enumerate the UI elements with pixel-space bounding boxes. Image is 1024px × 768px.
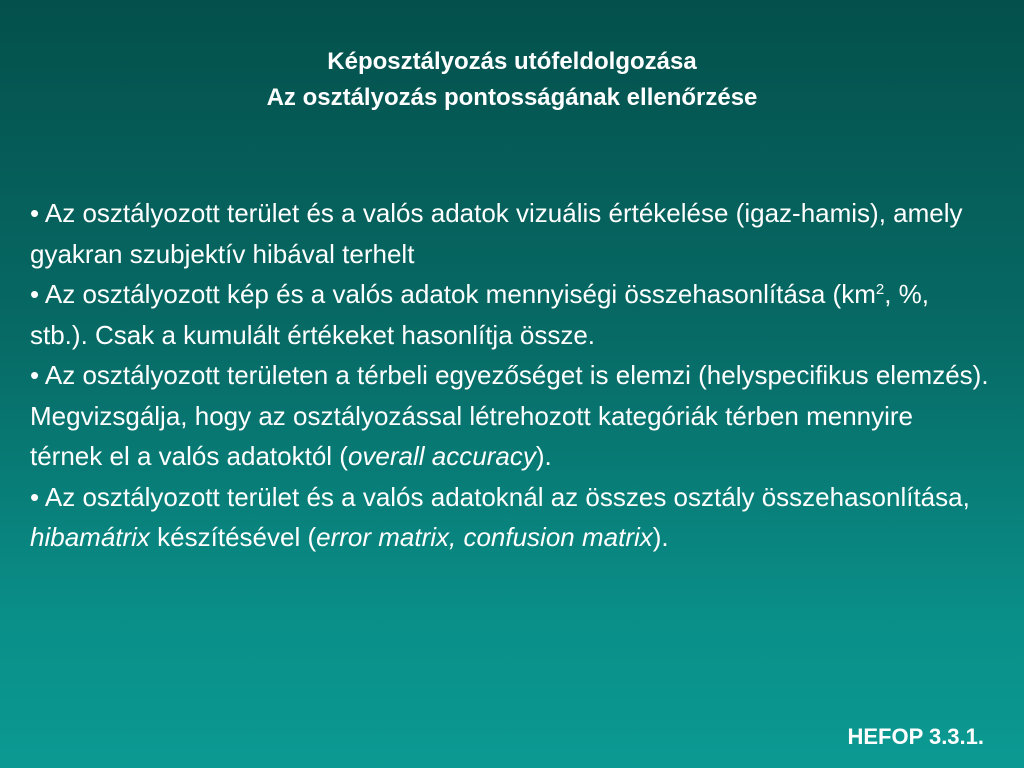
bullet-4-text-part2: készítésével ( xyxy=(149,522,317,552)
bullet-3-text-part2: ). xyxy=(535,441,552,471)
bullet-4-text-part3: ). xyxy=(652,522,669,552)
bullet-4-italic-term-2: error matrix, confusion matrix xyxy=(316,522,653,552)
bullet-2-text-part1: • Az osztályozott kép és a valós adatok mennyiségi összehasonlítása (km xyxy=(30,279,876,309)
slide-title xyxy=(0,44,1024,116)
bullet-item-1 xyxy=(30,193,990,274)
bullet-item-3 xyxy=(30,355,990,477)
bullet-4-italic-term-1: hibamátrix xyxy=(30,522,150,552)
bullet-3-italic-term: overall accuracy xyxy=(347,441,536,471)
bullet-item-4 xyxy=(30,477,990,558)
bullet-2-text-part2: , %, stb.). Csak a kumulált értékeket hasonlítja össze. xyxy=(30,279,930,350)
bullet-list xyxy=(30,193,990,558)
bullet-4-text-part1: • Az osztályozott terület és a valós adatoknál az összes osztály összehasonlítása, xyxy=(30,481,970,512)
title-line-2: Az osztályozás pontosságának ellenőrzése xyxy=(266,84,758,111)
title-line-1: Képosztályozás utófeldolgozása xyxy=(327,48,697,75)
bullet-1-text: • Az osztályozott terület és a valós adatok vizuális értékelése (igaz-hamis), amely gyakran szubjektív hibával terhelt xyxy=(30,198,963,269)
superscript-2: 2 xyxy=(875,281,885,298)
bullet-3-text-part1: • Az osztályozott területen a térbeli egyezőséget is elemzi (helyspecifikus elemzés). Megvizsgálja, hogy az osztályozással létrehozott kategóriák térben mennyire térnek el a valós adatoktól ( xyxy=(30,360,989,471)
bullet-item-2 xyxy=(30,274,990,355)
footer-label: HEFOP 3.3.1. xyxy=(847,724,984,749)
